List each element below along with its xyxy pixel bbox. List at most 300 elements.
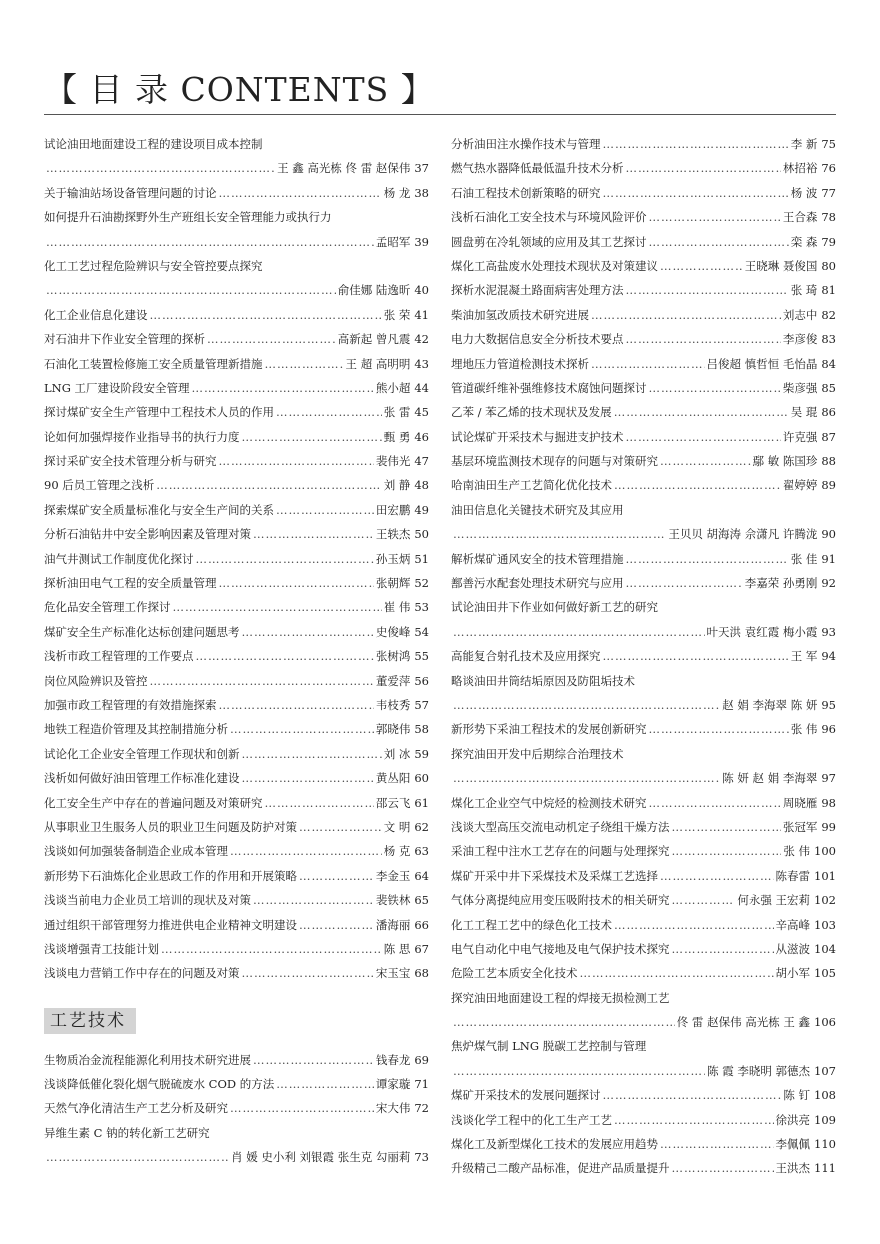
- entry-page: 66: [414, 917, 429, 932]
- toc-entry[interactable]: [451, 669, 836, 693]
- leader-dots: [649, 791, 781, 815]
- toc-entry[interactable]: [451, 254, 836, 278]
- entry-page: 48: [414, 478, 429, 493]
- entry-title: 90 后员工管理之浅析: [44, 478, 155, 493]
- entry-authors: 刘 静: [383, 478, 411, 493]
- toc-entry[interactable]: [44, 620, 429, 644]
- toc-entry[interactable]: [44, 1048, 429, 1072]
- entry-page: 50: [414, 527, 429, 542]
- entry-page: 108: [814, 1088, 836, 1103]
- entry-page: 47: [414, 454, 429, 469]
- entry-title: 石油工程技术创新策略的研究: [451, 185, 601, 200]
- entry-title: 乙苯 / 苯乙烯的技术现状及发展: [451, 405, 612, 420]
- leader-dots: [207, 327, 336, 351]
- toc-entry[interactable]: [451, 1059, 836, 1083]
- leader-dots: [672, 815, 781, 839]
- entry-title: 油气井测试工作制度优化探讨: [44, 551, 194, 566]
- leader-dots: [591, 303, 781, 327]
- entry-title: 分析石油钻井中安全影响因素及管理对策: [44, 527, 251, 542]
- entry-authors: 史俊峰: [375, 624, 411, 639]
- toc-entry[interactable]: [44, 839, 429, 863]
- leader-dots: [626, 278, 789, 302]
- leader-dots: [150, 669, 374, 693]
- entry-page: 76: [821, 161, 836, 176]
- entry-title: 探析水泥混凝土路面病害处理方法: [451, 283, 624, 298]
- entry-title: 煤矿安全生产标准化达标创建问题思考: [44, 624, 240, 639]
- leader-dots: [672, 1156, 774, 1180]
- entry-page: 78: [821, 210, 836, 225]
- leader-dots: [660, 254, 743, 278]
- toc-entry[interactable]: [44, 1121, 429, 1145]
- toc-entry[interactable]: [44, 644, 429, 668]
- entry-authors: 许克强: [782, 429, 818, 444]
- toc-entry[interactable]: [44, 278, 429, 302]
- entry-title: 探析油田电气工程的安全质量管理: [44, 576, 217, 591]
- toc-entry[interactable]: [44, 693, 429, 717]
- entry-title: 煤化工企业空气中烷烃的检测技术研究: [451, 795, 647, 810]
- entry-page: 56: [414, 673, 429, 688]
- toc-entry[interactable]: [451, 815, 836, 839]
- entry-page: 39: [414, 234, 429, 249]
- entry-page: 42: [414, 332, 429, 347]
- entry-page: 92: [821, 576, 836, 591]
- entry-title: 地铁工程造价管理及其控制措施分析: [44, 722, 228, 737]
- leader-dots: [219, 693, 374, 717]
- toc-entry[interactable]: [451, 473, 836, 497]
- entry-title: 危化品安全管理工作探讨: [44, 600, 171, 615]
- entry-title: 燃气热水器降低最低温升技术分析: [451, 161, 624, 176]
- entry-page: 43: [414, 356, 429, 371]
- toc-entry[interactable]: [44, 473, 429, 497]
- entry-title: 高能复合射孔技术及应用探究: [451, 649, 601, 664]
- leader-dots: [219, 449, 374, 473]
- entry-page: 79: [821, 234, 836, 249]
- toc-entry[interactable]: [451, 425, 836, 449]
- entry-authors: 陈 霞 李晓明 郭德杰: [707, 1063, 811, 1078]
- entry-page: 40: [414, 283, 429, 298]
- leader-dots: [219, 181, 382, 205]
- leader-dots: [230, 717, 374, 741]
- toc-entry[interactable]: [451, 571, 836, 595]
- toc-entry[interactable]: [44, 864, 429, 888]
- entry-title: 浅谈降低催化裂化烟气脱硫废水 COD 的方法: [44, 1077, 275, 1092]
- entry-authors: 胡小军: [775, 966, 811, 981]
- toc-entry[interactable]: [44, 400, 429, 424]
- entry-title: 试论油田地面建设工程的建设项目成本控制: [44, 137, 263, 151]
- toc-list-right: [451, 132, 836, 1181]
- toc-entry[interactable]: [451, 327, 836, 351]
- entry-authors: 柴彦强: [782, 380, 818, 395]
- entry-title: 煤化工高盐废水处理技术现状及对策建议: [451, 258, 658, 273]
- leader-dots: [453, 522, 666, 546]
- entry-page: 91: [821, 551, 836, 566]
- entry-page: 55: [414, 649, 429, 664]
- entry-authors: 孙玉炳: [375, 551, 411, 566]
- entry-title: 关于输油站场设备管理问题的讨论: [44, 185, 217, 200]
- toc-entry[interactable]: [44, 327, 429, 351]
- toc-entry[interactable]: [44, 717, 429, 741]
- leader-dots: [242, 961, 374, 985]
- leader-dots: [453, 1010, 675, 1034]
- leader-dots: [614, 473, 781, 497]
- toc-entry[interactable]: [44, 1072, 429, 1096]
- entry-page: 90: [821, 527, 836, 542]
- entry-page: 52: [414, 576, 429, 591]
- toc-entry[interactable]: [451, 913, 836, 937]
- entry-title: 试论化工企业安全管理工作现状和创新: [44, 746, 240, 761]
- toc-entry[interactable]: [451, 1108, 836, 1132]
- toc-entry[interactable]: [44, 888, 429, 912]
- toc-entry[interactable]: [44, 1145, 429, 1169]
- entry-page: 89: [821, 478, 836, 493]
- toc-entry[interactable]: [451, 205, 836, 229]
- toc-entry[interactable]: [451, 156, 836, 180]
- toc-entry[interactable]: [451, 498, 836, 522]
- entry-title: 浅谈大型高压交流电动机定子绕组干燥方法: [451, 819, 670, 834]
- entry-authors: 邵云飞: [375, 795, 411, 810]
- entry-authors: 韦枝秀: [375, 697, 411, 712]
- entry-authors: 栾 森: [790, 234, 818, 249]
- leader-dots: [649, 205, 781, 229]
- leader-dots: [242, 425, 382, 449]
- entry-authors: 杨 克: [383, 844, 411, 859]
- leader-dots: [253, 888, 374, 912]
- toc-entry[interactable]: [44, 522, 429, 546]
- leader-dots: [265, 352, 344, 376]
- entry-authors: 吴 琨: [790, 405, 818, 420]
- entry-title: 浅谈化学工程中的化工生产工艺: [451, 1112, 612, 1127]
- entry-authors: 杨 龙: [383, 185, 411, 200]
- toc-entry[interactable]: [451, 888, 836, 912]
- entry-page: 106: [814, 1015, 836, 1030]
- entry-authors: 李彦俊: [782, 332, 818, 347]
- toc-entry[interactable]: [451, 449, 836, 473]
- toc-entry[interactable]: [44, 205, 429, 229]
- toc-entry[interactable]: [451, 1132, 836, 1156]
- entry-page: 67: [414, 941, 429, 956]
- entry-authors: 张 佳: [790, 551, 818, 566]
- entry-title: 埋地压力管道检测技术探析: [451, 356, 589, 371]
- entry-page: 110: [814, 1137, 836, 1152]
- toc-entry[interactable]: [44, 1096, 429, 1120]
- leader-dots: [299, 815, 382, 839]
- toc-entry[interactable]: [451, 595, 836, 619]
- entry-authors: 裴伟光: [375, 454, 411, 469]
- leader-dots: [626, 156, 781, 180]
- entry-authors: 辛高峰: [775, 917, 811, 932]
- entry-title: 如何提升石油勘探野外生产班组长安全管理能力或执行力: [44, 210, 332, 225]
- entry-authors: 陈 思: [383, 941, 411, 956]
- entry-title: 焦炉煤气制 LNG 脱碳工艺控制与管理: [451, 1039, 647, 1054]
- section-label: 工艺技术: [44, 1008, 136, 1034]
- toc-entry[interactable]: [451, 547, 836, 571]
- toc-entry[interactable]: [44, 230, 429, 254]
- entry-authors: 甄 勇: [383, 429, 411, 444]
- leader-dots: [660, 1132, 774, 1156]
- toc-entry[interactable]: [451, 1156, 836, 1180]
- entry-title: 基层环境监测技术现存的问题与对策研究: [451, 454, 658, 469]
- entry-authors: 谭家璇: [375, 1077, 411, 1092]
- toc-entry[interactable]: [451, 278, 836, 302]
- entry-page: 75: [821, 137, 836, 151]
- entry-authors: 徐洪亮: [775, 1112, 811, 1127]
- entry-page: 93: [821, 624, 836, 639]
- entry-title: 化工工艺过程危险辨识与安全管控要点探究: [44, 258, 263, 273]
- toc-entry[interactable]: [44, 961, 429, 985]
- leader-dots: [46, 278, 336, 302]
- toc-entry[interactable]: [451, 717, 836, 741]
- entry-title: 解析煤矿通风安全的技术管理措施: [451, 551, 624, 566]
- entry-authors: 佟 雷 赵保伟 高光栋 王 鑫: [676, 1015, 811, 1030]
- entry-page: 65: [414, 893, 429, 908]
- toc-entry[interactable]: [451, 400, 836, 424]
- toc-entry[interactable]: [451, 181, 836, 205]
- toc-entry[interactable]: [44, 425, 429, 449]
- entry-authors: 文 明: [383, 819, 411, 834]
- entry-authors: 鄢 敏 陈国珍: [752, 454, 818, 469]
- leader-dots: [156, 473, 381, 497]
- entry-authors: 赵 娟 李海翠 陈 妍: [722, 697, 818, 712]
- toc-entry[interactable]: [44, 547, 429, 571]
- entry-authors: 陈 妍 赵 娟 李海翠: [722, 771, 818, 786]
- entry-authors: 从滋波: [775, 941, 811, 956]
- entry-page: 100: [814, 844, 836, 859]
- entry-title: 分析油田注水操作技术与管理: [451, 137, 601, 151]
- entry-authors: 吕俊超 慎哲恒 毛怡晶: [706, 356, 818, 371]
- entry-page: 103: [814, 917, 836, 932]
- entry-authors: 董爱萍: [375, 673, 411, 688]
- leader-dots: [591, 352, 705, 376]
- leader-dots: [649, 230, 789, 254]
- toc-entry[interactable]: [44, 913, 429, 937]
- entry-title: 浅析石油化工安全技术与环境风险评价: [451, 210, 647, 225]
- entry-authors: 宋大伟: [375, 1101, 411, 1116]
- entry-title: 论如何加强焊接作业指导书的执行力度: [44, 429, 240, 444]
- toc-entry[interactable]: [44, 352, 429, 376]
- entry-title: 油田信息化关键技术研究及其应用: [451, 502, 624, 517]
- toc-entry[interactable]: [451, 839, 836, 863]
- toc-entry[interactable]: [451, 352, 836, 376]
- toc-entry[interactable]: [451, 1010, 836, 1034]
- leader-dots: [230, 1096, 374, 1120]
- toc-entry[interactable]: [44, 303, 429, 327]
- entry-authors: 钱春龙: [375, 1052, 411, 1067]
- toc-list-left-process: [44, 1048, 429, 1170]
- entry-authors: 肖 媛 史小利 刘银霞 张生克 勾丽莉: [231, 1150, 411, 1165]
- entry-authors: 张 琦: [790, 283, 818, 298]
- toc-entry[interactable]: [44, 449, 429, 473]
- leader-dots: [230, 839, 382, 863]
- entry-authors: 王轶杰: [375, 527, 411, 542]
- entry-page: 98: [821, 795, 836, 810]
- entry-title: LNG 工厂建设阶段安全管理: [44, 380, 190, 395]
- leader-dots: [626, 571, 743, 595]
- leader-dots: [603, 132, 789, 156]
- entry-page: 109: [814, 1112, 836, 1127]
- entry-page: 88: [821, 454, 836, 469]
- leader-dots: [603, 1083, 782, 1107]
- entry-title: 煤矿开采中井下采煤技术及采煤工艺选择: [451, 868, 658, 883]
- toc-header: [44, 68, 836, 112]
- entry-title: 岗位风险辨识及管控: [44, 673, 148, 688]
- toc-entry[interactable]: [451, 303, 836, 327]
- entry-title: 气体分离提纯应用变压吸附技术的相关研究: [451, 893, 670, 908]
- entry-page: 37: [414, 161, 429, 176]
- header-divider: [44, 114, 836, 115]
- entry-authors: 孟昭军: [375, 234, 411, 249]
- leader-dots: [672, 888, 736, 912]
- toc-entry[interactable]: [44, 766, 429, 790]
- entry-page: 111: [814, 1161, 836, 1176]
- entry-title: 化工安全生产中存在的普遍问题及对策研究: [44, 795, 263, 810]
- entry-title: 从事职业卫生服务人员的职业卫生问题及防护对策: [44, 819, 297, 834]
- leader-dots: [242, 620, 374, 644]
- entry-page: 64: [414, 868, 429, 883]
- toc-entry[interactable]: [451, 986, 836, 1010]
- entry-page: 107: [814, 1063, 836, 1078]
- entry-authors: 崔 伟: [383, 600, 411, 615]
- entry-authors: 宋玉宝: [375, 966, 411, 981]
- toc-entry[interactable]: [44, 937, 429, 961]
- entry-authors: 王晓琳 聂俊国: [744, 258, 818, 273]
- toc-entry[interactable]: [451, 230, 836, 254]
- toc-entry[interactable]: [451, 791, 836, 815]
- leader-dots: [626, 425, 781, 449]
- entry-page: 49: [414, 502, 429, 517]
- entry-authors: 刘志中: [782, 307, 818, 322]
- entry-authors: 张冠军: [782, 819, 818, 834]
- entry-authors: 张 雷: [383, 405, 411, 420]
- entry-page: 96: [821, 722, 836, 737]
- leader-dots: [196, 547, 374, 571]
- entry-authors: 俞佳娜 陆逸昕: [337, 283, 411, 298]
- leader-dots: [580, 961, 774, 985]
- entry-authors: 王合森: [782, 210, 818, 225]
- section-heading: [44, 1008, 429, 1034]
- entry-page: 62: [414, 819, 429, 834]
- entry-authors: 李佩佩: [775, 1137, 811, 1152]
- entry-authors: 何永强 王宏莉: [737, 893, 811, 908]
- entry-page: 68: [414, 966, 429, 981]
- leader-dots: [672, 937, 774, 961]
- entry-page: 101: [814, 868, 836, 883]
- toc-entry[interactable]: [451, 376, 836, 400]
- entry-title: 危险工艺本质安全化技术: [451, 966, 578, 981]
- entry-title: 电力大数据信息安全分析技术要点: [451, 332, 624, 347]
- entry-page: 83: [821, 332, 836, 347]
- entry-authors: 周晓雁: [782, 795, 818, 810]
- entry-title: 柴油加氢改质技术研究进展: [451, 307, 589, 322]
- toc-entry[interactable]: [451, 644, 836, 668]
- toc-entry[interactable]: [44, 815, 429, 839]
- entry-page: 72: [414, 1101, 429, 1116]
- entry-page: 58: [414, 722, 429, 737]
- entry-authors: 叶天洪 袁红霞 梅小霞: [706, 624, 818, 639]
- toc-entry[interactable]: [44, 742, 429, 766]
- toc-entry[interactable]: [44, 376, 429, 400]
- leader-dots: [453, 1059, 705, 1083]
- toc-entry[interactable]: [44, 791, 429, 815]
- entry-page: 104: [814, 941, 836, 956]
- entry-title: 试论煤矿开采技术与掘进支护技术: [451, 429, 624, 444]
- entry-authors: 郭晓伟: [375, 722, 411, 737]
- toc-title: 【 目 录 CONTENTS 】: [44, 70, 435, 109]
- toc-entry[interactable]: [44, 595, 429, 619]
- entry-authors: 林招裕: [782, 161, 818, 176]
- entry-page: 86: [821, 405, 836, 420]
- toc-entry[interactable]: [44, 132, 429, 156]
- entry-title: 天然气净化清洁生产工艺分析及研究: [44, 1101, 228, 1116]
- entry-page: 82: [821, 307, 836, 322]
- entry-page: 63: [414, 844, 429, 859]
- leader-dots: [276, 498, 374, 522]
- leader-dots: [672, 839, 782, 863]
- leader-dots: [614, 1108, 774, 1132]
- leader-dots: [299, 913, 374, 937]
- leader-dots: [242, 742, 382, 766]
- entry-authors: 王贝贝 胡海涛 佘潇凡 许腾泷: [668, 527, 818, 542]
- toc-entry[interactable]: [451, 1034, 836, 1058]
- toc-entry[interactable]: [451, 937, 836, 961]
- toc-entry[interactable]: [451, 961, 836, 985]
- toc-entry[interactable]: [451, 864, 836, 888]
- toc-entry[interactable]: [44, 571, 429, 595]
- entry-page: 44: [414, 380, 429, 395]
- toc-entry[interactable]: [44, 156, 429, 180]
- entry-page: 60: [414, 771, 429, 786]
- leader-dots: [660, 449, 751, 473]
- toc-entry[interactable]: [44, 669, 429, 693]
- entry-title: 浅谈增强青工技能计划: [44, 941, 159, 956]
- leader-dots: [219, 571, 374, 595]
- entry-authors: 陈春雷: [775, 868, 811, 883]
- toc-entry[interactable]: [451, 132, 836, 156]
- toc-entry[interactable]: [44, 254, 429, 278]
- entry-page: 57: [414, 697, 429, 712]
- entry-authors: 李 新: [790, 137, 818, 151]
- entry-title: 圆盘剪在冷轧领域的应用及其工艺探讨: [451, 234, 647, 249]
- entry-page: 59: [414, 746, 429, 761]
- toc-entry[interactable]: [451, 742, 836, 766]
- entry-title: 新形势下石油炼化企业思政工作的作用和开展策略: [44, 868, 297, 883]
- toc-entry[interactable]: [451, 1083, 836, 1107]
- entry-title: 煤矿开采技术的发展问题探讨: [451, 1088, 601, 1103]
- toc-entry[interactable]: [451, 522, 836, 546]
- toc-entry[interactable]: [44, 498, 429, 522]
- entry-page: 102: [814, 893, 836, 908]
- entry-title: 升级精己二酸产品标准，促进产品质量提升: [451, 1161, 670, 1176]
- toc-entry[interactable]: [451, 766, 836, 790]
- entry-authors: 张 荣: [383, 307, 411, 322]
- leader-dots: [453, 693, 720, 717]
- entry-page: 87: [821, 429, 836, 444]
- entry-title: 探索煤矿安全质量标准化与安全生产间的关系: [44, 502, 274, 517]
- entry-title: 浅谈如何加强装备制造企业成本管理: [44, 844, 228, 859]
- toc-entry[interactable]: [451, 620, 836, 644]
- entry-title: 浅谈当前电力企业员工培训的现状及对策: [44, 893, 251, 908]
- entry-page: 97: [821, 771, 836, 786]
- toc-entry[interactable]: [451, 693, 836, 717]
- entry-page: 105: [814, 966, 836, 981]
- leader-dots: [46, 230, 374, 254]
- entry-page: 69: [414, 1052, 429, 1067]
- entry-title: 化工工程工艺中的绿色化工技术: [451, 917, 612, 932]
- leader-dots: [453, 620, 705, 644]
- toc-entry[interactable]: [44, 181, 429, 205]
- entry-title: 煤化工及新型煤化工技术的发展应用趋势: [451, 1137, 658, 1152]
- leader-dots: [192, 376, 374, 400]
- leader-dots: [626, 327, 781, 351]
